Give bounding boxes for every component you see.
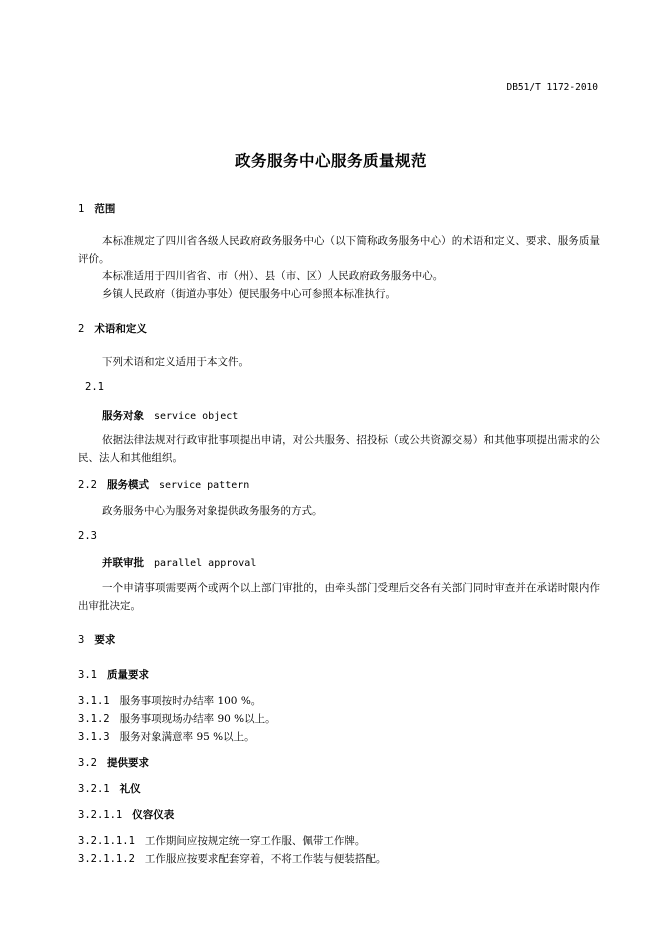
clause-text: 服务对象满意率 95 %以上。 — [119, 731, 255, 743]
subsection-title: 礼仪 — [119, 783, 141, 795]
subsection-number: 3.2.1.1 — [78, 809, 123, 821]
clause-3-2-1-1-1 — [78, 833, 365, 848]
clause-3-1-3 — [78, 729, 255, 744]
section-number: 1 — [78, 203, 85, 215]
section-3-heading — [78, 632, 115, 647]
section-2-intro: 下列术语和定义适用于本文件。 — [102, 356, 249, 368]
subsection-title: 仪容仪表 — [132, 809, 175, 821]
document-code: DB51/T 1172-2010 — [506, 82, 598, 93]
section-title: 要求 — [94, 634, 116, 646]
term-2-2-title — [78, 477, 249, 492]
subsection-3-2-1-1-heading — [78, 807, 174, 822]
subsection-3-2-heading — [78, 755, 149, 770]
term-chinese: 并联审批 — [102, 557, 144, 569]
term-english: service pattern — [158, 480, 250, 491]
clause-text: 服务事项按时办结率 100 %。 — [119, 695, 262, 707]
subsection-number: 3.2.1 — [78, 783, 110, 795]
section-1-heading — [78, 201, 115, 216]
term-2-1-number: 2.1 — [85, 381, 104, 393]
term-english: service object — [154, 411, 239, 422]
term-2-3-title — [102, 555, 256, 570]
subsection-number: 3.1 — [78, 669, 97, 681]
clause-3-1-1 — [78, 693, 261, 708]
clause-number: 3.1.1 — [78, 695, 110, 707]
section-number: 2 — [78, 323, 85, 335]
clause-number: 3.1.2 — [78, 713, 110, 725]
section-1-paragraph-2: 本标准适用于四川省省、市（州）、县（市、区）人民政府政务服务中心。 — [102, 270, 444, 282]
document-title: 政务服务中心服务质量规范 — [234, 152, 427, 170]
subsection-number: 3.2 — [78, 757, 97, 769]
clause-text: 工作服应按要求配套穿着，不将工作装与便装搭配。 — [144, 853, 387, 865]
subsection-3-2-1-heading — [78, 781, 141, 796]
clause-number: 3.1.3 — [78, 731, 110, 743]
clause-text: 服务事项现场办结率 90 %以上。 — [119, 713, 276, 725]
term-2-1-title — [102, 408, 238, 423]
subsection-title: 质量要求 — [106, 669, 149, 681]
subsection-title: 提供要求 — [106, 757, 149, 769]
clause-3-1-2 — [78, 711, 276, 726]
section-2-heading — [78, 321, 147, 336]
subsection-3-1-heading — [78, 667, 149, 682]
term-number: 2.2 — [78, 479, 97, 491]
section-title: 术语和定义 — [94, 323, 147, 335]
section-title: 范围 — [94, 203, 116, 215]
term-chinese: 服务对象 — [102, 410, 144, 422]
term-2-3-number: 2.3 — [78, 530, 97, 542]
clause-text: 工作期间应按规定统一穿工作服、佩带工作牌。 — [144, 835, 366, 847]
clause-number: 3.2.1.1.2 — [78, 853, 135, 865]
term-2-2-definition: 政务服务中心为服务对象提供政务服务的方式。 — [102, 505, 323, 517]
section-1-paragraph-3: 乡镇人民政府（街道办事处）便民服务中心可参照本标准执行。 — [102, 288, 396, 300]
term-2-1-definition: 依据法律法规对行政审批事项提出申请，对公共服务、招投标（或公共资源交易）和其他事项提出需求的公民、法人和其他组织。 — [78, 434, 600, 464]
section-1-paragraph-1: 本标准规定了四川省各级人民政府政务服务中心（以下简称政务服务中心）的术语和定义、要求、服务质量评价。 — [78, 235, 600, 265]
section-number: 3 — [78, 634, 85, 646]
term-chinese: 服务模式 — [106, 479, 149, 491]
clause-3-2-1-1-2 — [78, 851, 386, 866]
term-english: parallel approval — [154, 558, 257, 569]
clause-number: 3.2.1.1.1 — [78, 835, 135, 847]
term-2-3-definition: 一个申请事项需要两个或两个以上部门审批的，由牵头部门受理后交各有关部门同时审查并在承诺时限内作出审批决定。 — [78, 582, 600, 612]
